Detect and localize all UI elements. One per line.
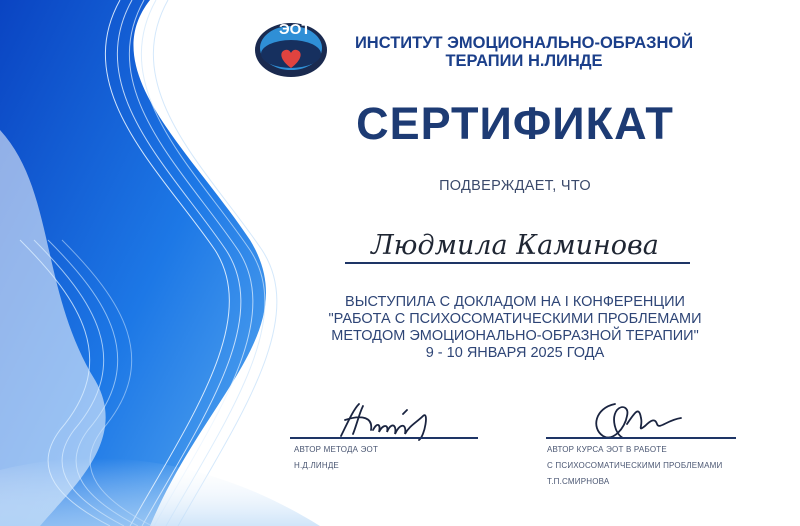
caption-1-line-2: Н.Д.ЛИНДЕ [294,461,339,470]
signature-line-1 [290,437,478,439]
achievement-statement [270,294,760,362]
confirms-text: ПОДВЕРЖДАЕТ, ЧТО [439,178,591,194]
caption-2-line-3: Т.П.СМИРНОВА [547,477,610,486]
recipient-underline [345,262,690,264]
statement-line-3: МЕТОДОМ ЭМОЦИОНАЛЬНО-ОБРАЗНОЙ ТЕРАПИИ" [331,328,699,344]
organization-line-2: ТЕРАПИИ Н.ЛИНДЕ [445,52,603,70]
statement-line-4: 9 - 10 ЯНВАРЯ 2025 ГОДА [425,345,605,361]
logo-eot [252,8,330,80]
caption-1-line-1: АВТОР МЕТОДА ЭОТ [294,445,379,454]
caption-2-line-1: АВТОР КУРСА ЭОТ В РАБОТЕ [547,445,667,454]
signature-line-2 [546,437,736,439]
certificate-title: СЕРТИФИКАТ [356,98,674,149]
signature-caption-1 [294,442,378,474]
organization-name [338,34,710,70]
statement-line-2: "РАБОТА С ПСИХОСОМАТИЧЕСКИМИ ПРОБЛЕМАМИ [328,311,702,327]
caption-2-line-2: С ПСИХОСОМАТИЧЕСКИМИ ПРОБЛЕМАМИ [547,461,723,470]
signature-caption-2 [547,442,722,490]
recipient-name: Людмила Каминова [371,230,659,261]
organization-line-1: ИНСТИТУТ ЭМОЦИОНАЛЬНО-ОБРАЗНОЙ [354,34,694,52]
logo-text: ЭОТ [279,21,311,38]
statement-line-1: ВЫСТУПИЛА С ДОКЛАДОМ НА I КОНФЕРЕНЦИИ [345,294,685,310]
